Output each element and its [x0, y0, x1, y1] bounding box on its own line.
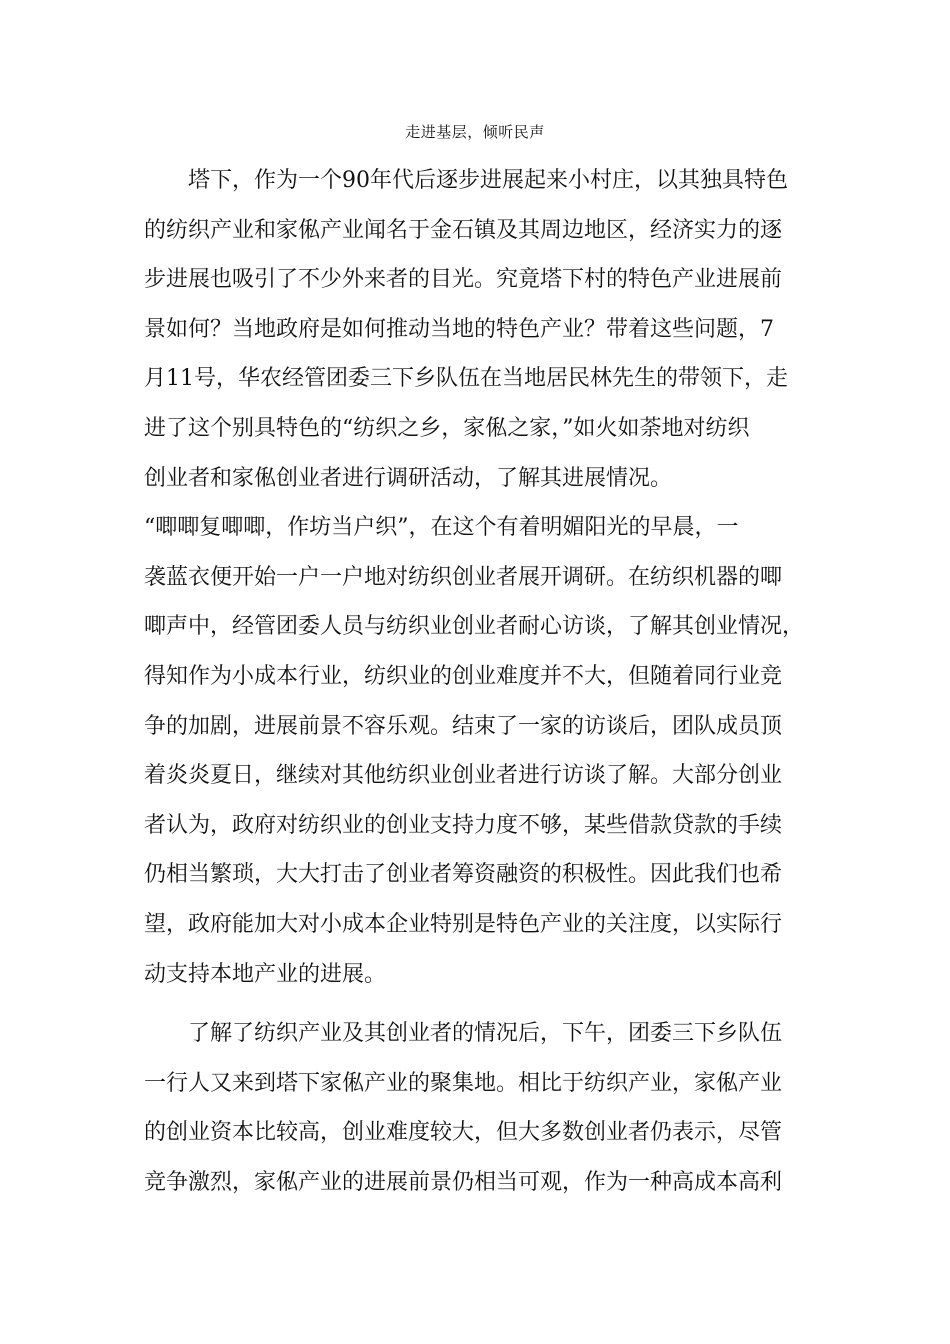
paragraph-morning-research: “唧唧复唧唧，作坊当户织”，在这个有着明媚阳光的早晨，一 袭蓝衣便开始一户一户地对纺织创业者展开调研。在纺织机器的唧 唧声中，经管团委人员与纺织业创业者耐心访谈，了解其创业情况， 得知作为小成本行业，纺织业的创业难度并不大，但随着同行业竞 争的加剧，进展前景不容乐观。结束了一家的访谈后，团队成员顶 着炎炎夏日，继续对其他纺织业创业者进行访谈了解。大部分创业 者认为，政府对纺织业的创业支持力度不够，某些借款贷款的手续 仍相当繁琐，大大打击了创业者筹资融资的积极性。因此我们也希 望，政府能加大对小成本企业特别是特色产业的关注度，以实际行 动支持本地产业的进展。	[144, 515, 805, 987]
paragraph-afternoon-research: 了解了纺织产业及其创业者的情况后，下午，团委三下乡队伍 一行人又来到塔下家俬产业的聚集地。相比于纺织产业，家俬产业 的创业资本比较高，创业难度较大，但大多数创业者仍表示，尽管 竞争激烈，家俬产业的进展前景仍相当可观，作为一种高成本高利	[144, 1021, 783, 1195]
document-title: 走进基层，倾听民声	[405, 123, 545, 141]
document-body	[144, 156, 808, 1207]
paragraph-intro: 塔下，作为一个90年代后逐步进展起来小村庄，以其独具特色 的纺织产业和家俬产业闻名于金石镇及其周边地区，经济实力的逐 步进展也吸引了不少外来者的目光。究竟塔下村的特色产业进展前 景如何？当地政府是如何推动当地的特色产业？带着这些问题，7 月11号，华农经管团委三下乡队伍在当地居民林先生的带领下，走 进了这个别具特色的“纺织之乡，家俬之家，”如火如荼地对纺织 创业者和家俬创业者进行调研活动，了解其进展情况。	[144, 168, 788, 491]
